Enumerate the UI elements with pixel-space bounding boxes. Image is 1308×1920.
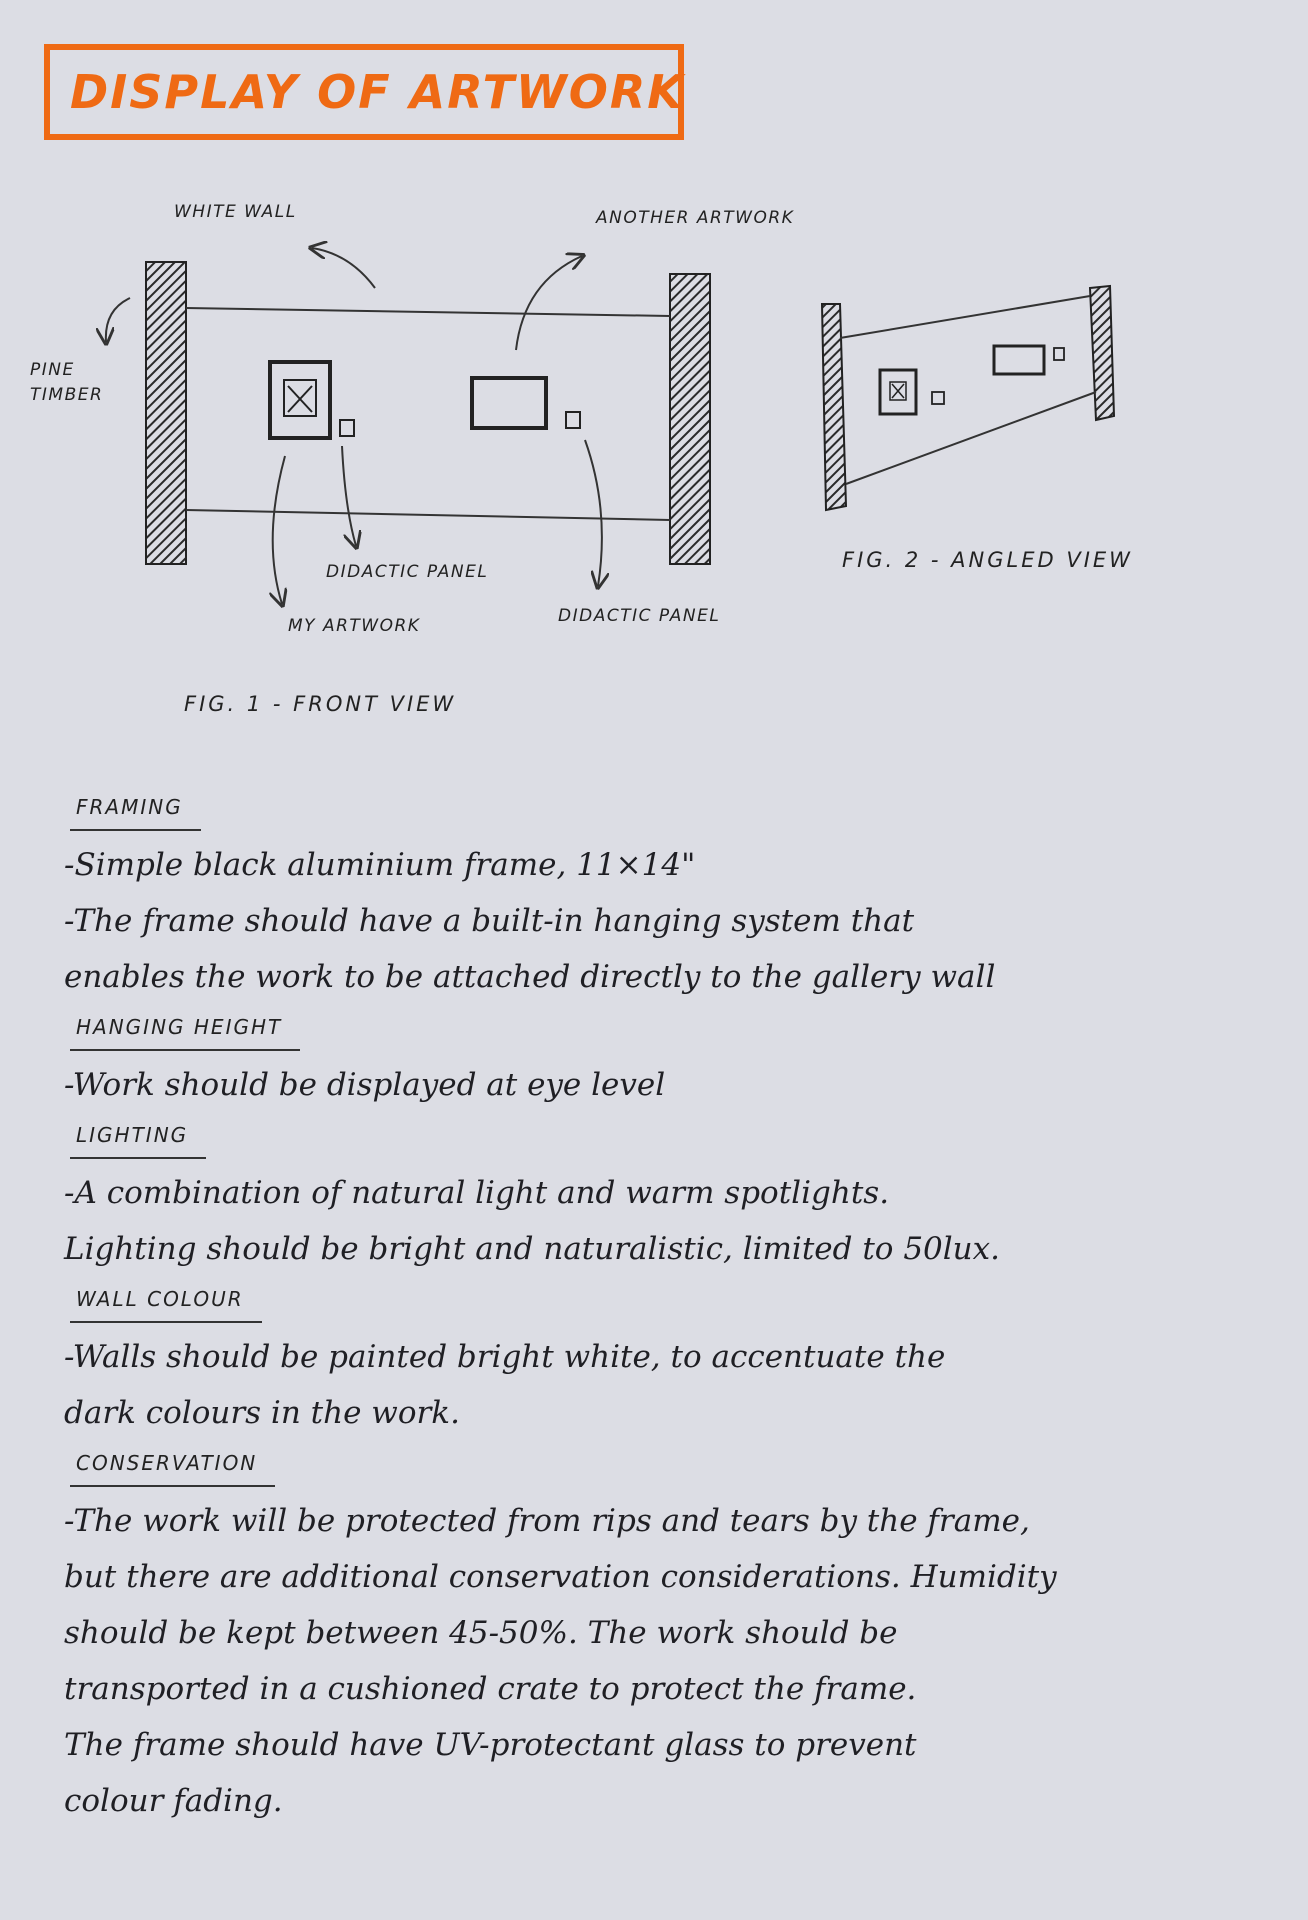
fig1-caption: FIG. 1 - FRONT VIEW	[184, 692, 457, 716]
pine-timber-right	[670, 274, 710, 564]
section-framing	[64, 795, 1244, 1005]
fig2-caption: FIG. 2 - ANGLED VIEW	[842, 548, 1133, 572]
wall-colour-text	[64, 1329, 1244, 1441]
another-artwork-sketch	[472, 378, 546, 428]
fig1-front-view-drawing	[106, 248, 710, 604]
section-hanging-height	[64, 1015, 1244, 1113]
conservation-text	[64, 1493, 1244, 1829]
arrow-my-artwork	[273, 456, 285, 604]
section-conservation	[64, 1451, 1244, 1829]
didactic-panel-1-sketch	[340, 420, 354, 436]
text-line: -The frame should have a built-in hanging system that	[64, 903, 915, 939]
angled-timber-right	[1090, 286, 1114, 420]
angled-didactic-panel-1	[932, 392, 944, 404]
fig2-angled-view-drawing	[822, 286, 1114, 510]
label-another-artwork: ANOTHER ARTWORK	[596, 208, 795, 228]
heading-conservation: CONSERVATION	[70, 1451, 275, 1487]
angled-didactic-panel-2	[1054, 348, 1064, 360]
label-pine: PINE	[30, 360, 75, 380]
text-line: colour fading.	[64, 1783, 283, 1819]
hanging-height-text	[64, 1057, 1244, 1113]
label-my-artwork: MY ARTWORK	[288, 616, 421, 636]
heading-hanging-height: HANGING HEIGHT	[70, 1015, 300, 1051]
pine-timber-left	[146, 262, 186, 564]
angled-wall-top	[840, 296, 1090, 338]
angled-wall-bottom	[846, 392, 1096, 484]
label-white-wall: WHITE WALL	[174, 202, 297, 222]
text-line: transported in a cushioned crate to protect the frame.	[64, 1671, 917, 1707]
label-timber: TIMBER	[30, 385, 104, 405]
wall-top-line	[186, 308, 670, 316]
notes-section	[64, 795, 1244, 1839]
text-line: The frame should have UV-protectant glass to prevent	[64, 1727, 917, 1763]
arrow-didactic-panel-1	[342, 446, 356, 546]
wall-bottom-line	[186, 510, 670, 520]
heading-lighting: LIGHTING	[70, 1123, 206, 1159]
angled-my-artwork-sketch	[880, 370, 916, 414]
arrow-another-artwork	[516, 256, 582, 350]
heading-framing: FRAMING	[70, 795, 201, 831]
section-wall-colour	[64, 1287, 1244, 1441]
label-didactic-panel-2: DIDACTIC PANEL	[558, 606, 721, 626]
my-artwork-sketch	[270, 362, 330, 438]
text-line: -Simple black aluminium frame, 11×14"	[64, 847, 696, 883]
page-title: DISPLAY OF ARTWORK	[70, 65, 685, 119]
arrow-didactic-panel-2	[585, 440, 602, 586]
text-line: -The work will be protected from rips and tears by the frame,	[64, 1503, 1030, 1539]
didactic-panel-2-sketch	[566, 412, 580, 428]
text-line: but there are additional conservation considerations. Humidity	[64, 1559, 1057, 1595]
text-line: should be kept between 45-50%. The work should be	[64, 1615, 898, 1651]
framing-text	[64, 837, 1244, 1005]
lighting-text	[64, 1165, 1244, 1277]
text-line: Lighting should be bright and naturalistic, limited to 50lux.	[64, 1231, 1000, 1267]
angled-another-artwork	[994, 346, 1044, 374]
heading-wall-colour: WALL COLOUR	[70, 1287, 262, 1323]
sketch-drawings	[0, 0, 1308, 760]
text-line: dark colours in the work.	[64, 1395, 460, 1431]
text-line: -Walls should be painted bright white, to accentuate the	[64, 1339, 946, 1375]
arrow-pine-timber	[106, 298, 130, 342]
angled-timber-left	[822, 304, 846, 510]
arrow-white-wall	[312, 248, 375, 288]
text-line: -Work should be displayed at eye level	[64, 1067, 666, 1103]
section-lighting	[64, 1123, 1244, 1277]
text-line: enables the work to be attached directly to the gallery wall	[64, 959, 996, 995]
label-didactic-panel-1: DIDACTIC PANEL	[326, 562, 489, 582]
text-line: -A combination of natural light and warm spotlights.	[64, 1175, 890, 1211]
